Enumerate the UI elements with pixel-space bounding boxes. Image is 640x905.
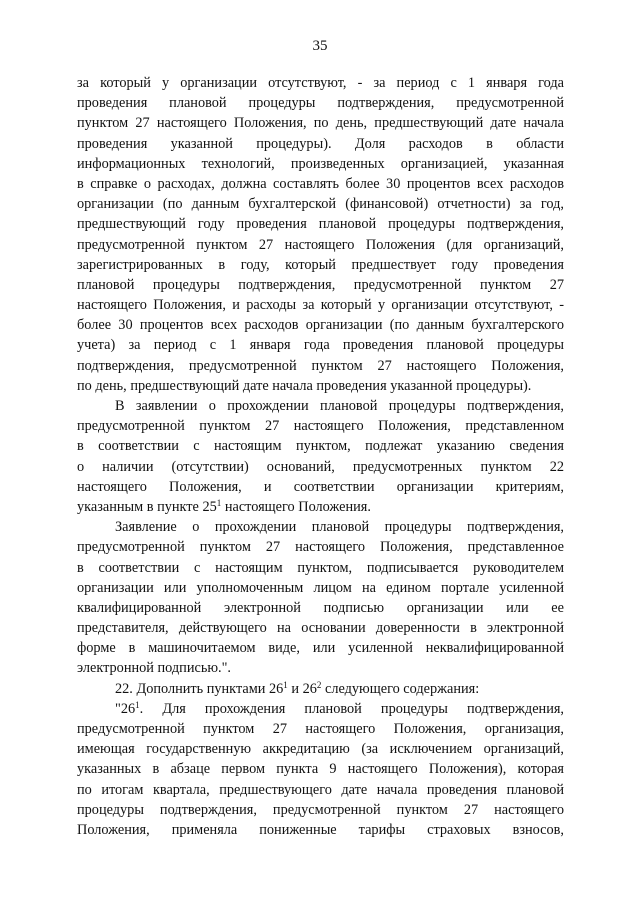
text-line: имеющая государственную аккредитацию (за исключением организаций, <box>77 741 564 758</box>
text-line: процедуры подтверждения, предусмотренной пунктом 27 настоящего <box>77 801 564 818</box>
text-fragment: 22. Дополнить пунктами 26 <box>115 680 284 697</box>
text-line: в соответствии с настоящим пунктом, подлежат указанию сведения <box>77 438 564 455</box>
text-line: предусмотренной пунктом 27 настоящего Положения, представленном <box>77 418 564 435</box>
superscript: 1 <box>135 699 140 710</box>
paragraph-first-line <box>77 679 564 699</box>
text-line: проведения плановой процедуры подтверждения, предусмотренной <box>77 95 564 112</box>
text-line: предусмотренной пунктом 27 настоящего Положения, представленное <box>77 539 564 556</box>
text-line: плановой процедуры подтверждения, предусмотренной пунктом 27 <box>77 276 564 293</box>
text-line <box>77 497 564 517</box>
paragraph-first-line: Заявление о прохождении плановой процедуры подтверждения, <box>115 519 564 536</box>
text-line: форме в машиночитаемом виде, или усиленной неквалифицированной <box>77 640 564 657</box>
superscript: 1 <box>216 497 222 508</box>
text-line: по итогам квартала, предшествующего дате начала проведения плановой <box>77 781 564 798</box>
text-line: организации (по данным бухгалтерской (финансовой) отчетности) за год, <box>77 196 564 213</box>
text-line: организации или уполномоченным лицом на едином портале усиленной <box>77 579 564 596</box>
text-line: по день, предшествующий дате начала проведения указанной процедуры). <box>77 377 532 394</box>
text-line: учета) за период с 1 января года проведения плановой процедуры <box>77 337 564 354</box>
text-line: пунктом 27 настоящего Положения, по день, предшествующий дате начала <box>77 115 564 132</box>
document-body <box>77 73 564 840</box>
text-fragment: настоящего Положения. <box>221 498 371 515</box>
text-line: предусмотренной пунктом 27 настоящего Положения, организация, <box>77 721 564 737</box>
paragraph-first-line <box>77 699 564 719</box>
text-line: предшествующий году проведения плановой процедуры подтверждения, <box>77 216 564 233</box>
text-line: в справке о расходах, должна составлять более 30 процентов всех расходов <box>77 175 564 192</box>
text-fragment: следующего содержания: <box>321 680 480 697</box>
text-line: проведения указанной процедуры). Доля расходов в области <box>77 135 564 152</box>
text-line: электронной подписью.". <box>77 660 232 677</box>
text-line: квалифицированной электронной подписью организации или ее <box>77 599 564 616</box>
text-line: более 30 процентов всех расходов организации (по данным бухгалтерского <box>77 317 564 334</box>
superscript: 2 <box>316 679 322 690</box>
text-line: информационных технологий, произведенных организацией, указанная <box>77 155 564 172</box>
text-fragment: и 26 <box>287 680 317 697</box>
text-fragment: . Для прохождения плановой процедуры подтверждения, <box>139 700 564 717</box>
page-number: 35 <box>312 38 328 54</box>
text-line: настоящего Положения, и расходы за который у организации отсутствуют, - <box>77 297 564 314</box>
text-line: предусмотренной пунктом 27 настоящего Положения (для организаций, <box>77 236 564 253</box>
paragraph-first-line: В заявлении о прохождении плановой процедуры подтверждения, <box>115 398 564 414</box>
text-fragment: указанным в пункте 25 <box>77 498 217 515</box>
superscript: 1 <box>283 679 288 690</box>
text-fragment: "26 <box>115 700 136 717</box>
text-line: настоящего Положения, и соответствии организации критериям, <box>77 478 564 495</box>
text-line: представителя, действующего на основании доверенности в электронной <box>77 620 564 637</box>
text-line: о наличии (отсутствии) оснований, предусмотренных пунктом 22 <box>77 458 564 475</box>
text-line: подтверждения, предусмотренной пунктом 27 настоящего Положения, <box>77 357 564 374</box>
text-line: в соответствии с настоящим пунктом, подписывается руководителем <box>77 559 564 576</box>
text-line: Положения, применяла пониженные тарифы страховых взносов, <box>77 821 564 838</box>
text-line: за который у организации отсутствуют, - за период с 1 января года <box>77 75 564 91</box>
text-line: зарегистрированных в году, который предшествует году проведения <box>77 256 564 273</box>
text-line: указанных в абзаце первом пункта 9 настоящего Положения), которая <box>77 761 564 778</box>
